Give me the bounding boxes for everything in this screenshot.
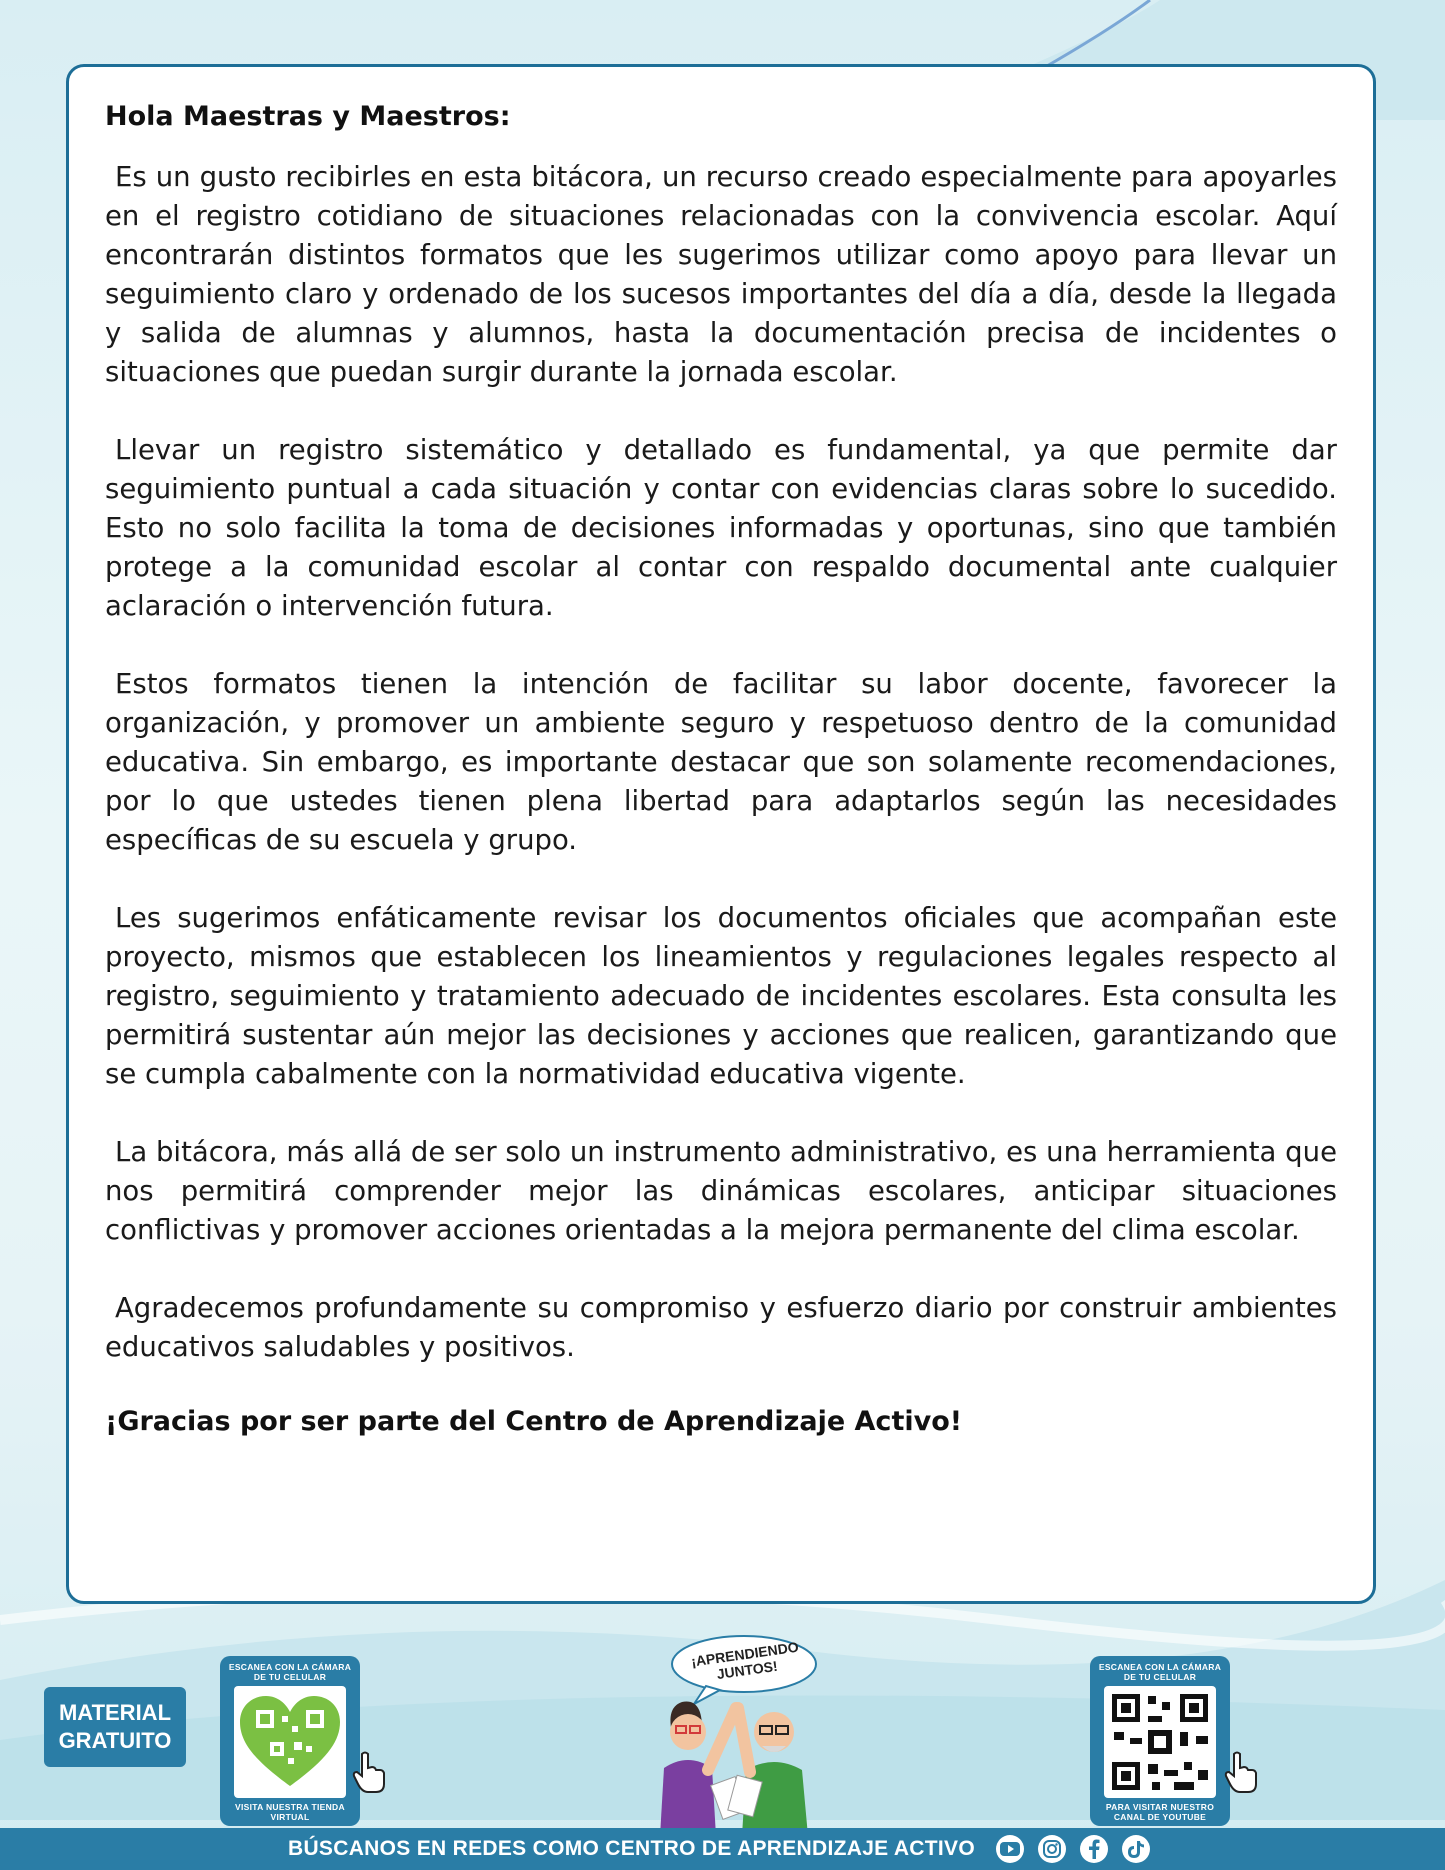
qr-code-icon xyxy=(1104,1686,1216,1798)
letter-paragraph: Llevar un registro sistemático y detallado es fundamental, ya que permite dar seguimiento puntual a cada situación y contar con evidencias claras sobre lo sucedido. Esto no solo facilita la toma de decisiones informadas y oportunas, sino que también protege a la comunidad escolar al contar con respaldo documental ante cualquier aclaración o intervención futura. xyxy=(105,434,1337,622)
qr-youtube-code[interactable] xyxy=(1104,1686,1216,1798)
mascot-bubble-text: ¡APRENDIENDO JUNTOS! xyxy=(690,1638,800,1683)
badge-line-2: GRATUITO xyxy=(58,1728,172,1753)
letter-paragraph: Les sugerimos enfáticamente revisar los documentos oficiales que acompañan este proyecto, mismos que establecen los lineamientos y regulaciones legales respecto al registro, seguimiento y tratamiento adecuado de incidentes escolares. Esta consulta les permitirá sustentar aún mejor las decisiones y acciones que realicen, garantizando que se cumpla cabalmente con la normatividad educativa vigente. xyxy=(105,902,1337,1090)
pointer-hand-icon xyxy=(350,1750,388,1794)
letter-card xyxy=(66,64,1376,1604)
letter-paragraph: Agradecemos profundamente su compromiso y esfuerzo diario por construir ambientes educativos saludables y positivos. xyxy=(105,1292,1337,1363)
letter-paragraph: La bitácora, más allá de ser solo un instrumento administrativo, es una herramienta que nos permitirá comprender mejor las dinámicas escolares, anticipar situaciones conflictivas y promover acciones orientadas a la mejora permanente del clima escolar. xyxy=(105,1136,1337,1246)
youtube-icon[interactable] xyxy=(996,1835,1024,1863)
letter-greeting: Hola Maestras y Maestros: xyxy=(105,101,511,132)
badge-line-1: MATERIAL xyxy=(58,1700,172,1725)
qr-store-card[interactable] xyxy=(220,1656,360,1826)
footer-bar-text: BÚSCANOS EN REDES COMO CENTRO DE APRENDIZAJE ACTIVO xyxy=(288,1837,975,1860)
qr-youtube-card[interactable] xyxy=(1090,1656,1230,1826)
heart-qr-icon xyxy=(234,1686,346,1798)
free-material-badge xyxy=(44,1687,186,1767)
letter-paragraph: Estos formatos tienen la intención de facilitar su labor docente, favorecer la organización, y promover un ambiente seguro y respetuoso dentro de la comunidad educativa. Sin embargo, es importante destacar que son solamente recomendaciones, por lo que ustedes tienen plena libertad para adaptarlos según las necesidades específicas de su escuela y grupo. xyxy=(105,668,1337,856)
qr-store-top-caption: ESCANEA CON LA CÁMARA DE TU CELULAR xyxy=(228,1662,352,1682)
pointer-hand-icon xyxy=(1222,1750,1260,1794)
instagram-icon[interactable] xyxy=(1038,1835,1066,1863)
facebook-icon[interactable] xyxy=(1080,1835,1108,1863)
qr-store-code[interactable] xyxy=(234,1686,346,1798)
letter-paragraph: Es un gusto recibirles en esta bitácora, un recurso creado especialmente para apoyarles en el registro cotidiano de situaciones relacionadas con la convivencia escolar. Aquí encontrarán distintos formatos que les sugerimos utilizar como apoyo para llevar un seguimiento claro y ordenado de los sucesos importantes del día a día, desde la llegada y salida de alumnas y alumnos, hasta la documentación precisa de incidentes o situaciones que puedan surgir durante la jornada escolar. xyxy=(105,161,1337,388)
qr-youtube-bottom-caption: PARA VISITAR NUESTRO CANAL DE YOUTUBE xyxy=(1105,1802,1215,1822)
qr-store-bottom-caption: VISITA NUESTRA TIENDA VIRTUAL xyxy=(235,1802,345,1822)
tiktok-icon[interactable] xyxy=(1122,1835,1150,1863)
footer-bar xyxy=(0,1828,1445,1870)
qr-youtube-top-caption: ESCANEA CON LA CÁMARA DE TU CELULAR xyxy=(1098,1662,1222,1682)
letter-closing: ¡Gracias por ser parte del Centro de Aprendizaje Activo! xyxy=(105,1406,963,1437)
